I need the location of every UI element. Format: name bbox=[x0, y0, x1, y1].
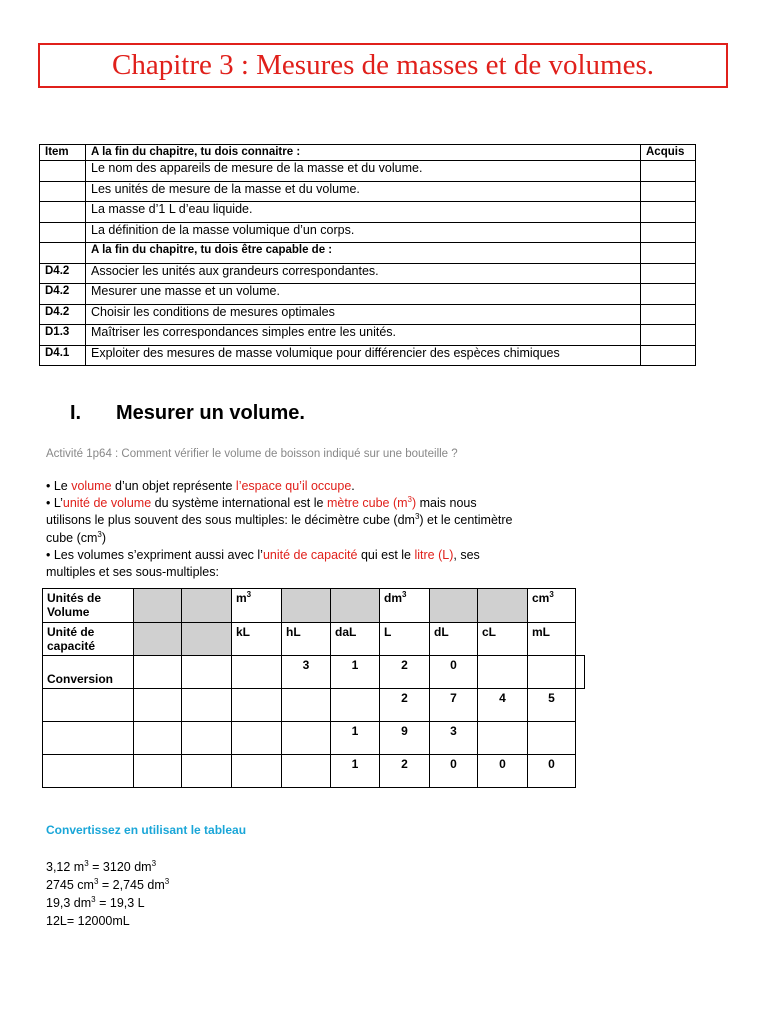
header-item: Item bbox=[40, 145, 86, 161]
conversion-table bbox=[42, 588, 585, 788]
acquis-cell[interactable] bbox=[641, 202, 696, 223]
result-line: 2745 $cm^3 = 2,745$ $dm^3$ bbox=[46, 876, 170, 892]
table-row bbox=[40, 222, 696, 243]
unit-dal: daL bbox=[331, 623, 380, 656]
definitions-paragraph bbox=[46, 478, 546, 581]
header-connaitre: A la fin du chapitre, tu dois connaitre : bbox=[86, 145, 641, 161]
table-row bbox=[40, 181, 696, 202]
paragraph-line: • L’unité de volume du système international est le mètre cube $(m^3)$ mais nous bbox=[46, 495, 477, 511]
conversion-row: 1 9 3 bbox=[43, 722, 585, 755]
unit-dm3: $dm^3$ bbox=[380, 589, 430, 623]
section-heading bbox=[70, 402, 305, 425]
volume-label: Unités de Volume bbox=[43, 589, 134, 623]
objectives-table bbox=[39, 144, 696, 366]
table-header-row bbox=[40, 145, 696, 161]
section-title: Mesurer un volume. bbox=[116, 402, 305, 424]
acquis-cell[interactable] bbox=[641, 284, 696, 305]
acquis-cell[interactable] bbox=[641, 181, 696, 202]
capacity-units-row bbox=[43, 623, 585, 656]
table-row bbox=[40, 345, 696, 366]
header-acquis: Acquis bbox=[641, 145, 696, 161]
conversion-row: 2 7 4 5 bbox=[43, 689, 585, 722]
skill-text: Exploiter des mesures de masse volumique pour différencier des espèces chimiques bbox=[86, 345, 641, 366]
unit-ml: mL bbox=[528, 623, 576, 656]
acquis-cell[interactable] bbox=[641, 325, 696, 346]
chapter-title: Chapitre 3 : Mesures de masses et de volumes. bbox=[38, 43, 728, 88]
item-code: D4.2 bbox=[40, 304, 86, 325]
skill-text: Maîtriser les correspondances simples entre les unités. bbox=[86, 325, 641, 346]
item-code: D4.1 bbox=[40, 345, 86, 366]
paragraph-line: multiples et ses sous-multiples: bbox=[46, 565, 219, 580]
capable-header: A la fin du chapitre, tu dois être capable de : bbox=[86, 243, 641, 264]
skill-text: Mesurer une masse et un volume. bbox=[86, 284, 641, 305]
table-row bbox=[40, 263, 696, 284]
skill-text: Associer les unités aux grandeurs correspondantes. bbox=[86, 263, 641, 284]
result-line: 19,3 $dm^3 = 19,3$ L bbox=[46, 894, 145, 910]
result-line: 12L= 12000mL bbox=[46, 914, 130, 928]
conversion-label: Conversion bbox=[43, 656, 134, 689]
conversion-results bbox=[46, 858, 169, 930]
table-row bbox=[40, 284, 696, 305]
activity-line: Activité 1p64 : Comment vérifier le volume de boisson indiqué sur une bouteille ? bbox=[46, 448, 458, 460]
table-row bbox=[40, 325, 696, 346]
acquis-cell[interactable] bbox=[641, 345, 696, 366]
know-text: La masse d’1 L d’eau liquide. bbox=[86, 202, 641, 223]
task-instruction: Convertissez en utilisant le tableau bbox=[46, 823, 247, 837]
item-code: D4.2 bbox=[40, 263, 86, 284]
item-code: D4.2 bbox=[40, 284, 86, 305]
volume-units-row bbox=[43, 589, 585, 623]
unit-hl: hL bbox=[282, 623, 331, 656]
paragraph-line: cube $(cm^3)$ bbox=[46, 529, 107, 545]
acquis-cell[interactable] bbox=[641, 161, 696, 182]
know-text: Le nom des appareils de mesure de la masse et du volume. bbox=[86, 161, 641, 182]
unit-l: L bbox=[380, 623, 430, 656]
know-text: La définition de la masse volumique d’un corps. bbox=[86, 222, 641, 243]
skill-text: Choisir les conditions de mesures optimales bbox=[86, 304, 641, 325]
unit-kl: kL bbox=[232, 623, 282, 656]
capable-header-row bbox=[40, 243, 696, 264]
conversion-row: Conversion 3 1 2 0 bbox=[43, 656, 585, 689]
paragraph-line: • Le volume d’un objet représente l’espace qu’il occupe. bbox=[46, 479, 355, 493]
acquis-cell[interactable] bbox=[641, 222, 696, 243]
item-code: D1.3 bbox=[40, 325, 86, 346]
paragraph-line: • Les volumes s’expriment aussi avec l’unité de capacité qui est le litre (L), ses bbox=[46, 547, 480, 562]
unit-cm3: $cm^3$ bbox=[528, 589, 576, 623]
unit-cl: cL bbox=[478, 623, 528, 656]
result-line: 3,12 $m^3 = 3120$ $dm^3$ bbox=[46, 858, 157, 874]
acquis-cell[interactable] bbox=[641, 263, 696, 284]
know-text: Les unités de mesure de la masse et du volume. bbox=[86, 181, 641, 202]
acquis-cell[interactable] bbox=[641, 304, 696, 325]
section-number: I. bbox=[70, 402, 82, 424]
table-row bbox=[40, 202, 696, 223]
unit-dl: dL bbox=[430, 623, 478, 656]
table-row bbox=[40, 161, 696, 182]
table-row bbox=[40, 304, 696, 325]
unit-m3: $m^3$ bbox=[232, 589, 282, 623]
capacity-label: Unité de capacité bbox=[43, 623, 134, 656]
conversion-row: 1 2 0 0 0 bbox=[43, 755, 585, 788]
paragraph-line: utilisons le plus souvent des sous multiples: le décimètre cube $(dm^3)$ et le centimètre bbox=[46, 512, 513, 528]
